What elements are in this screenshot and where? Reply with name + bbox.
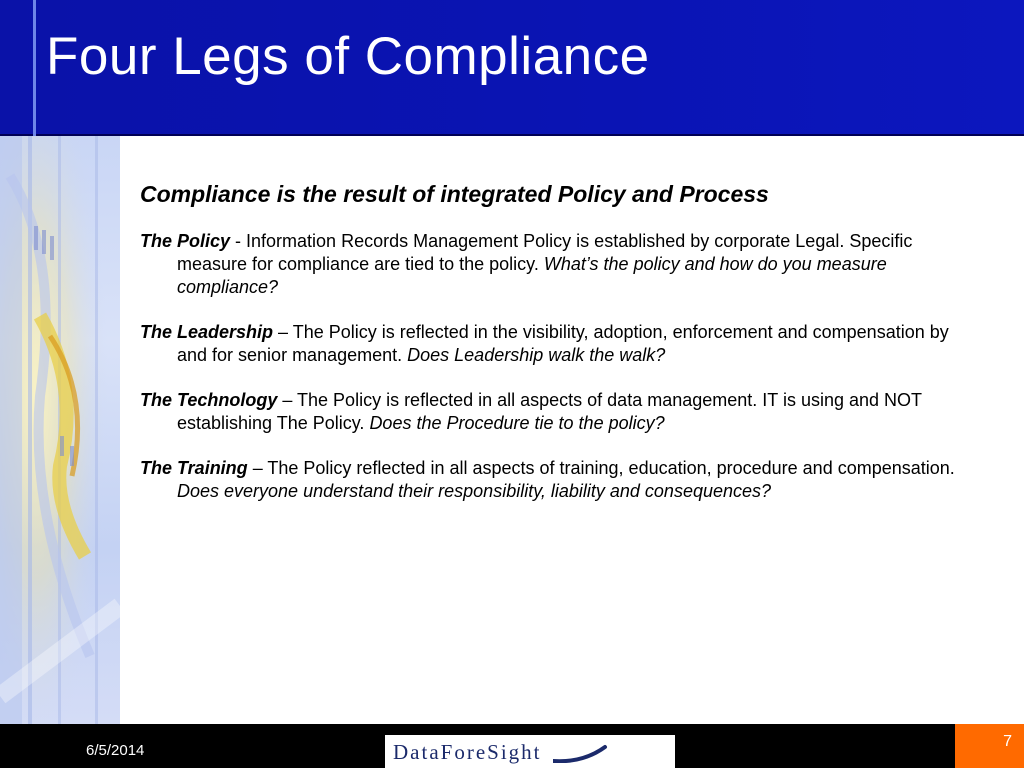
title-bar (0, 0, 1024, 136)
logo-text: DataForeSight (393, 740, 542, 764)
item-training (140, 457, 980, 503)
decorative-graphic (0, 136, 120, 724)
item-lead: The Leadership (140, 322, 274, 342)
item-policy (140, 230, 980, 299)
footer-date: 6/5/2014 (86, 742, 145, 759)
decorative-image-strip (0, 136, 120, 724)
title-accent-line (33, 0, 36, 136)
item-leadership (140, 321, 980, 367)
item-question: Does the Procedure tie to the policy? (369, 413, 665, 433)
item-question: Does everyone understand their responsibility, liability and consequences? (177, 481, 772, 501)
item-text: – The Policy is reflected in all aspects of data management. IT is using and NOT establishing The Policy. (177, 390, 922, 433)
page-number-box (955, 724, 1024, 768)
company-logo (385, 735, 675, 768)
item-text: - Information Records Management Policy is established by corporate Legal. Specific measure for compliance are tied to the policy. (177, 231, 913, 274)
item-text: – The Policy reflected in all aspects of training, education, procedure and compensation. (247, 458, 955, 478)
item-technology (140, 389, 980, 435)
logo-swoosh-icon (553, 741, 613, 763)
page-number: 7 (1003, 733, 1012, 750)
item-question: Does Leadership walk the walk? (407, 345, 666, 365)
item-lead: The Policy (140, 231, 231, 251)
slide-title: Four Legs of Compliance (46, 27, 650, 86)
item-lead: The Technology (140, 390, 278, 410)
item-lead: The Training (140, 458, 248, 478)
item-text: – The Policy is reflected in the visibility, adoption, enforcement and compensation by and for senior management. (177, 322, 949, 365)
item-question: What’s the policy and how do you measure compliance? (177, 254, 887, 297)
slide-subtitle: Compliance is the result of integrated Policy and Process (140, 181, 769, 207)
slide-content (140, 180, 980, 525)
